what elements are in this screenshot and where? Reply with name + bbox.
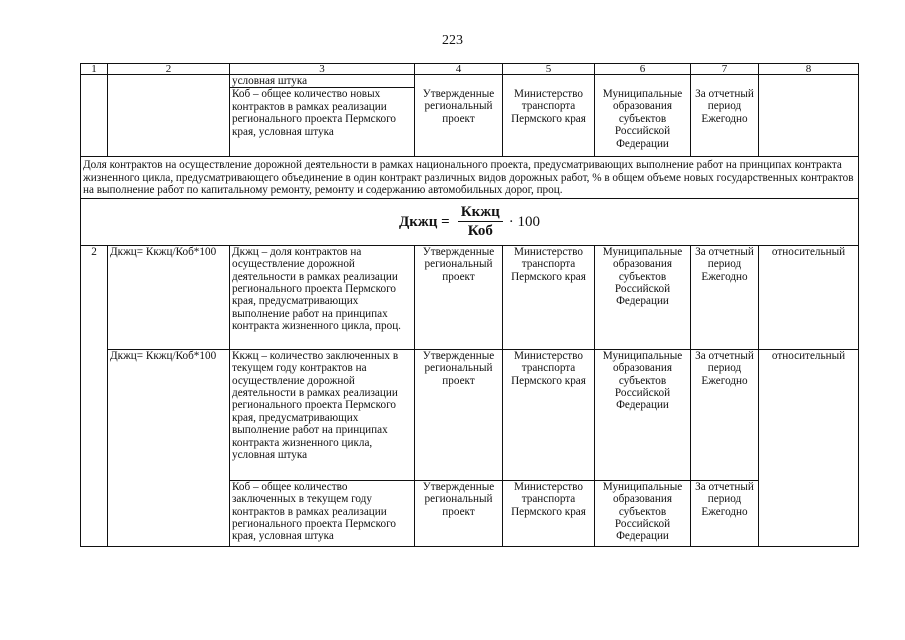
- indicators-table: [80, 63, 859, 547]
- cell-level: Муниципальные образования субъектов Российской Федерации: [595, 349, 691, 480]
- formula-expression: [83, 199, 856, 245]
- cell-formula: Дкжц= Ккжц/Коб*100: [108, 349, 230, 480]
- cell-source: Утвержденные региональный проект: [415, 75, 503, 157]
- cell-period: За отчетный период Ежегодно: [691, 349, 759, 480]
- formula-fraction: [458, 203, 503, 240]
- formula-multiplier: · 100: [508, 213, 541, 230]
- formula-cell: [81, 198, 859, 245]
- cell-num: 2: [81, 245, 108, 349]
- cell-description: [230, 75, 415, 157]
- header-cell: 7: [691, 64, 759, 75]
- cell-source: Утвержденные региональный проект: [415, 480, 503, 546]
- formula-numerator: Ккжц: [458, 203, 503, 222]
- cell-num: [81, 480, 108, 546]
- indicator-description: Доля контрактов на осуществление дорожной деятельности в рамках национального проекта, предусматривающих выполнение работ на принципах контракта жизненного цикла, предусматривающего объединение в один контракт различных видов дорожных работ, % в общем объеме новых государственных контрактов на выполнение работ по капитальному ремонту, ремонту и содержанию автомобильных дорог, проц.: [81, 157, 859, 199]
- cell-responsible: Министерство транспорта Пермского края: [503, 349, 595, 480]
- continued-text: условная штука: [230, 75, 414, 88]
- header-cell: 2: [108, 64, 230, 75]
- cell-period: За отчетный период Ежегодно: [691, 245, 759, 349]
- table-row: [81, 480, 859, 546]
- cell-num: [81, 349, 108, 480]
- formula-row: [81, 198, 859, 245]
- description-text: Коб – общее количество новых контрактов в рамках реализации регионального проекта Пермского края, условная штука: [232, 88, 396, 138]
- cell-level: Муниципальные образования субъектов Российской Федерации: [595, 480, 691, 546]
- table-row: [81, 349, 859, 480]
- cell-description: Коб – общее количество заключенных в текущем году контрактов в рамках реализации регионального проекта Пермского края, условная штука: [230, 480, 415, 546]
- cell-responsible: Министерство транспорта Пермского края: [503, 245, 595, 349]
- cell-type: [759, 480, 859, 546]
- page-number: 223: [442, 33, 463, 48]
- table-row: [81, 75, 859, 157]
- header-cell: 4: [415, 64, 503, 75]
- header-cell: 1: [81, 64, 108, 75]
- cell-formula: Дкжц= Ккжц/Коб*100: [108, 245, 230, 349]
- cell-period: За отчетный период Ежегодно: [691, 480, 759, 546]
- header-row: [81, 64, 859, 75]
- cell-source: Утвержденные региональный проект: [415, 245, 503, 349]
- cell-description: Дкжц – доля контрактов на осуществление дорожной деятельности в рамках реализации регионального проекта Пермского края, предусматривающих выполнение работ на принципах контракта жизненного цикла, проц.: [230, 245, 415, 349]
- indicator-row: [81, 157, 859, 199]
- cell-type: относительный: [759, 245, 859, 349]
- cell-num: [81, 75, 108, 157]
- cell-type: [759, 75, 859, 157]
- table-row: [81, 245, 859, 349]
- cell-responsible: Министерство транспорта Пермского края: [503, 75, 595, 157]
- header-cell: 5: [503, 64, 595, 75]
- header-cell: 6: [595, 64, 691, 75]
- cell-responsible: Министерство транспорта Пермского края: [503, 480, 595, 546]
- cell-source: Утвержденные региональный проект: [415, 349, 503, 480]
- formula-denominator: Коб: [467, 223, 493, 240]
- cell-formula: [108, 480, 230, 546]
- cell-period: За отчетный период Ежегодно: [691, 75, 759, 157]
- header-cell: 3: [230, 64, 415, 75]
- cell-description: Ккжц – количество заключенных в текущем году контрактов на осуществление дорожной деятельности в рамках реализации регионального проекта Пермского края, предусматривающих выполнение работ на принципах контракта жизненного цикла, условная штука: [230, 349, 415, 480]
- formula-lhs: Дкжц =: [398, 213, 450, 230]
- cell-level: Муниципальные образования субъектов Российской Федерации: [595, 75, 691, 157]
- cell-type: относительный: [759, 349, 859, 480]
- cell-formula: [108, 75, 230, 157]
- cell-level: Муниципальные образования субъектов Российской Федерации: [595, 245, 691, 349]
- header-cell: 8: [759, 64, 859, 75]
